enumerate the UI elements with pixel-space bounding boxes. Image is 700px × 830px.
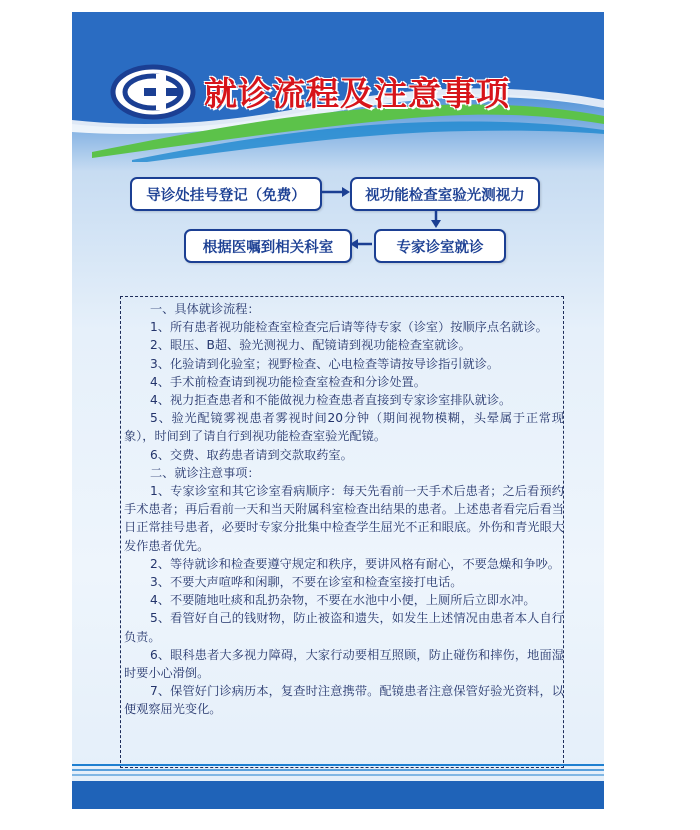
section-heading: 一、具体就诊流程：	[150, 302, 260, 316]
notice-content	[124, 300, 564, 719]
list-item: 6、眼科患者大多视力障碍，大家行动要相互照顾，防止碰伤和摔伤，地面湿时要小心滑倒。	[124, 647, 564, 681]
hospital-logo	[110, 64, 196, 120]
flow-step-vision-test: 视功能检查室验光测视力	[350, 177, 540, 211]
list-item: 1、所有患者视功能检查室检查完后请等待专家（诊室）按顺序点名就诊。	[150, 320, 548, 335]
poster	[72, 12, 604, 809]
flow-step-registration: 导诊处挂号登记（免费）	[130, 177, 322, 211]
section-heading: 二、就诊注意事项：	[150, 465, 260, 480]
list-item: 7、保管好门诊病历本，复查时注意携带。配镜患者注意保管好验光资料，以便观察屈光变化。	[124, 684, 564, 717]
list-item: 3、不要大声喧哗和闲聊，不要在诊室和检查室接打电话。	[150, 575, 463, 590]
list-item: 5、看管好自己的钱财物，防止被盗和遗失，如发生上述情况由患者本人自行负责。	[124, 611, 564, 644]
list-item: 1、专家诊室和其它诊室看病顺序：每天先看前一天手术后患者；之后看预约手术患者；再后看前一天和当天附属科室检查出结果的患者。上述患者看完后看当日正常挂号患者，必要时专家分批集中检查学生屈光不正和眼底。外伤和青光眼大发作患者优先。	[124, 484, 564, 553]
list-item: 4、手术前检查请到视功能检查室检查和分诊处置。	[150, 374, 426, 389]
list-item: 3、化验请到化验室；视野检查、心电检查等请按导诊指引就诊。	[150, 356, 500, 371]
list-item: 4、视力拒查患者和不能做视力检查患者直接到专家诊室排队就诊。	[150, 393, 512, 408]
flow-step-specialist: 专家诊室就诊	[374, 229, 506, 263]
list-item: 2、等待就诊和检查要遵守规定和秩序，要讲风格有耐心，不要急燥和争吵。	[150, 556, 560, 571]
arrow-down-icon	[431, 220, 441, 228]
list-item: 5、验光配镜雾视患者雾视时间20分钟（期间视物模糊，头晕属于正常现象），时间到了请自行到视功能检查室验光配镜。	[124, 411, 564, 444]
arrow-right-icon	[342, 187, 350, 197]
bottom-band-decoration	[72, 764, 604, 809]
list-item: 2、眼压、B超、验光测视力、配镜请到视功能检查室就诊。	[150, 338, 471, 353]
page-title: 就诊流程及注意事项	[204, 74, 510, 113]
list-item: 4、不要随地吐痰和乱扔杂物，不要在水池中小便，上厕所后立即水冲。	[150, 593, 536, 608]
list-item: 6、交费、取药患者请到交款取药室。	[150, 447, 353, 462]
flow-step-department: 根据医嘱到相关科室	[184, 229, 352, 263]
